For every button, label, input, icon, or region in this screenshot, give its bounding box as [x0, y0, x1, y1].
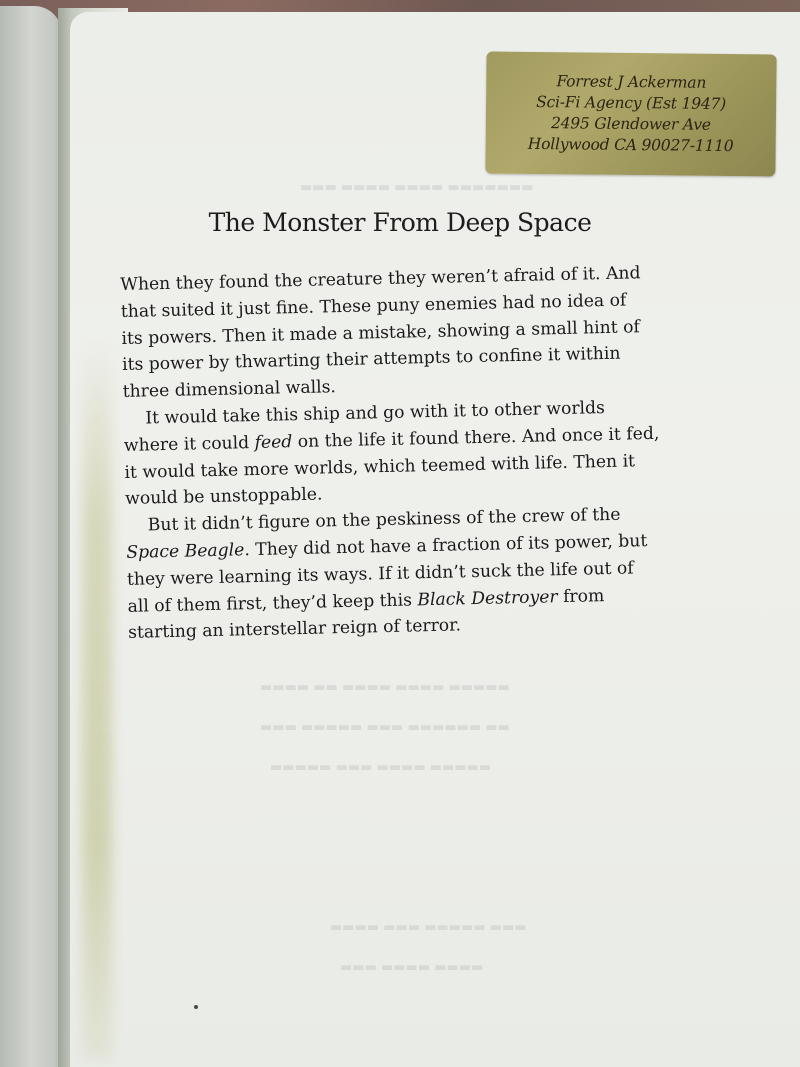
page-spot [194, 1005, 198, 1009]
stamp-agency: Sci-Fi Agency (Est 1947) [536, 93, 727, 113]
body-text [120, 259, 718, 647]
bleed-through-text: ▬▬▬▬ ▬▬▬ ▬▬▬▬▬ ▬▬▬ [330, 920, 527, 935]
text-segment: on the life it found there. And once it fed, [292, 423, 660, 452]
text-segment: from [557, 585, 605, 607]
text-line: its power by thwarting their attempts to confine it within [121, 344, 621, 376]
page-title: The Monster From Deep Space [208, 208, 592, 237]
text-line: It would take this ship and go with it to other worlds [145, 398, 606, 429]
text-segment: all of them first, they’d keep this [127, 589, 418, 617]
text-line: starting an interstellar reign of terror. [127, 615, 462, 644]
text-segment: . They did not have a fraction of its power, but [244, 531, 648, 561]
address-stamp [485, 51, 776, 176]
text-line: would be unstoppable. [124, 484, 323, 510]
emphasis-text: feed [254, 431, 293, 453]
text-segment: where it could [123, 432, 255, 456]
left-page-edge [0, 6, 62, 1067]
text-line: three dimensional walls. [122, 377, 337, 403]
bleed-through-text: ▬▬▬▬▬ ▬▬▬ ▬▬▬▬ ▬▬▬▬▬ [270, 760, 492, 775]
bleed-through-text: ▬▬▬ ▬▬▬▬ ▬▬▬▬ ▬▬▬▬▬▬▬ [300, 180, 534, 195]
text-line: its powers. Then it made a mistake, showing a small hint of [121, 316, 641, 349]
page-stain [82, 340, 112, 1060]
monster-name: Black Destroyer [417, 586, 558, 610]
stamp-street: 2495 Glendower Ave [550, 114, 711, 134]
stamp-name: Forrest J Ackerman [556, 72, 707, 92]
bleed-through-text: ▬▬▬ ▬▬▬▬▬ ▬▬▬ ▬▬▬▬▬▬ ▬▬ [260, 720, 510, 735]
text-line: When they found the creature they weren’t afraid of it. And [120, 263, 641, 295]
text-line: that suited it just fine. These puny enemies had no idea of [120, 290, 627, 322]
text-line: they were learning its ways. If it didn’t suck the life out of [126, 558, 634, 590]
ship-name: Space Beagle [126, 540, 245, 563]
text-line: it would take more worlds, which teemed with life. Then it [124, 450, 636, 483]
bleed-through-text: ▬▬▬▬ ▬▬ ▬▬▬▬ ▬▬▬▬ ▬▬▬▬▬ [260, 680, 510, 695]
text-line: But it didn’t figure on the peskiness of the crew of the [147, 504, 621, 536]
stamp-city: Hollywood CA 90027-1110 [527, 134, 734, 156]
bleed-through-text: ▬▬▬ ▬▬▬▬ ▬▬▬▬ [340, 960, 484, 975]
